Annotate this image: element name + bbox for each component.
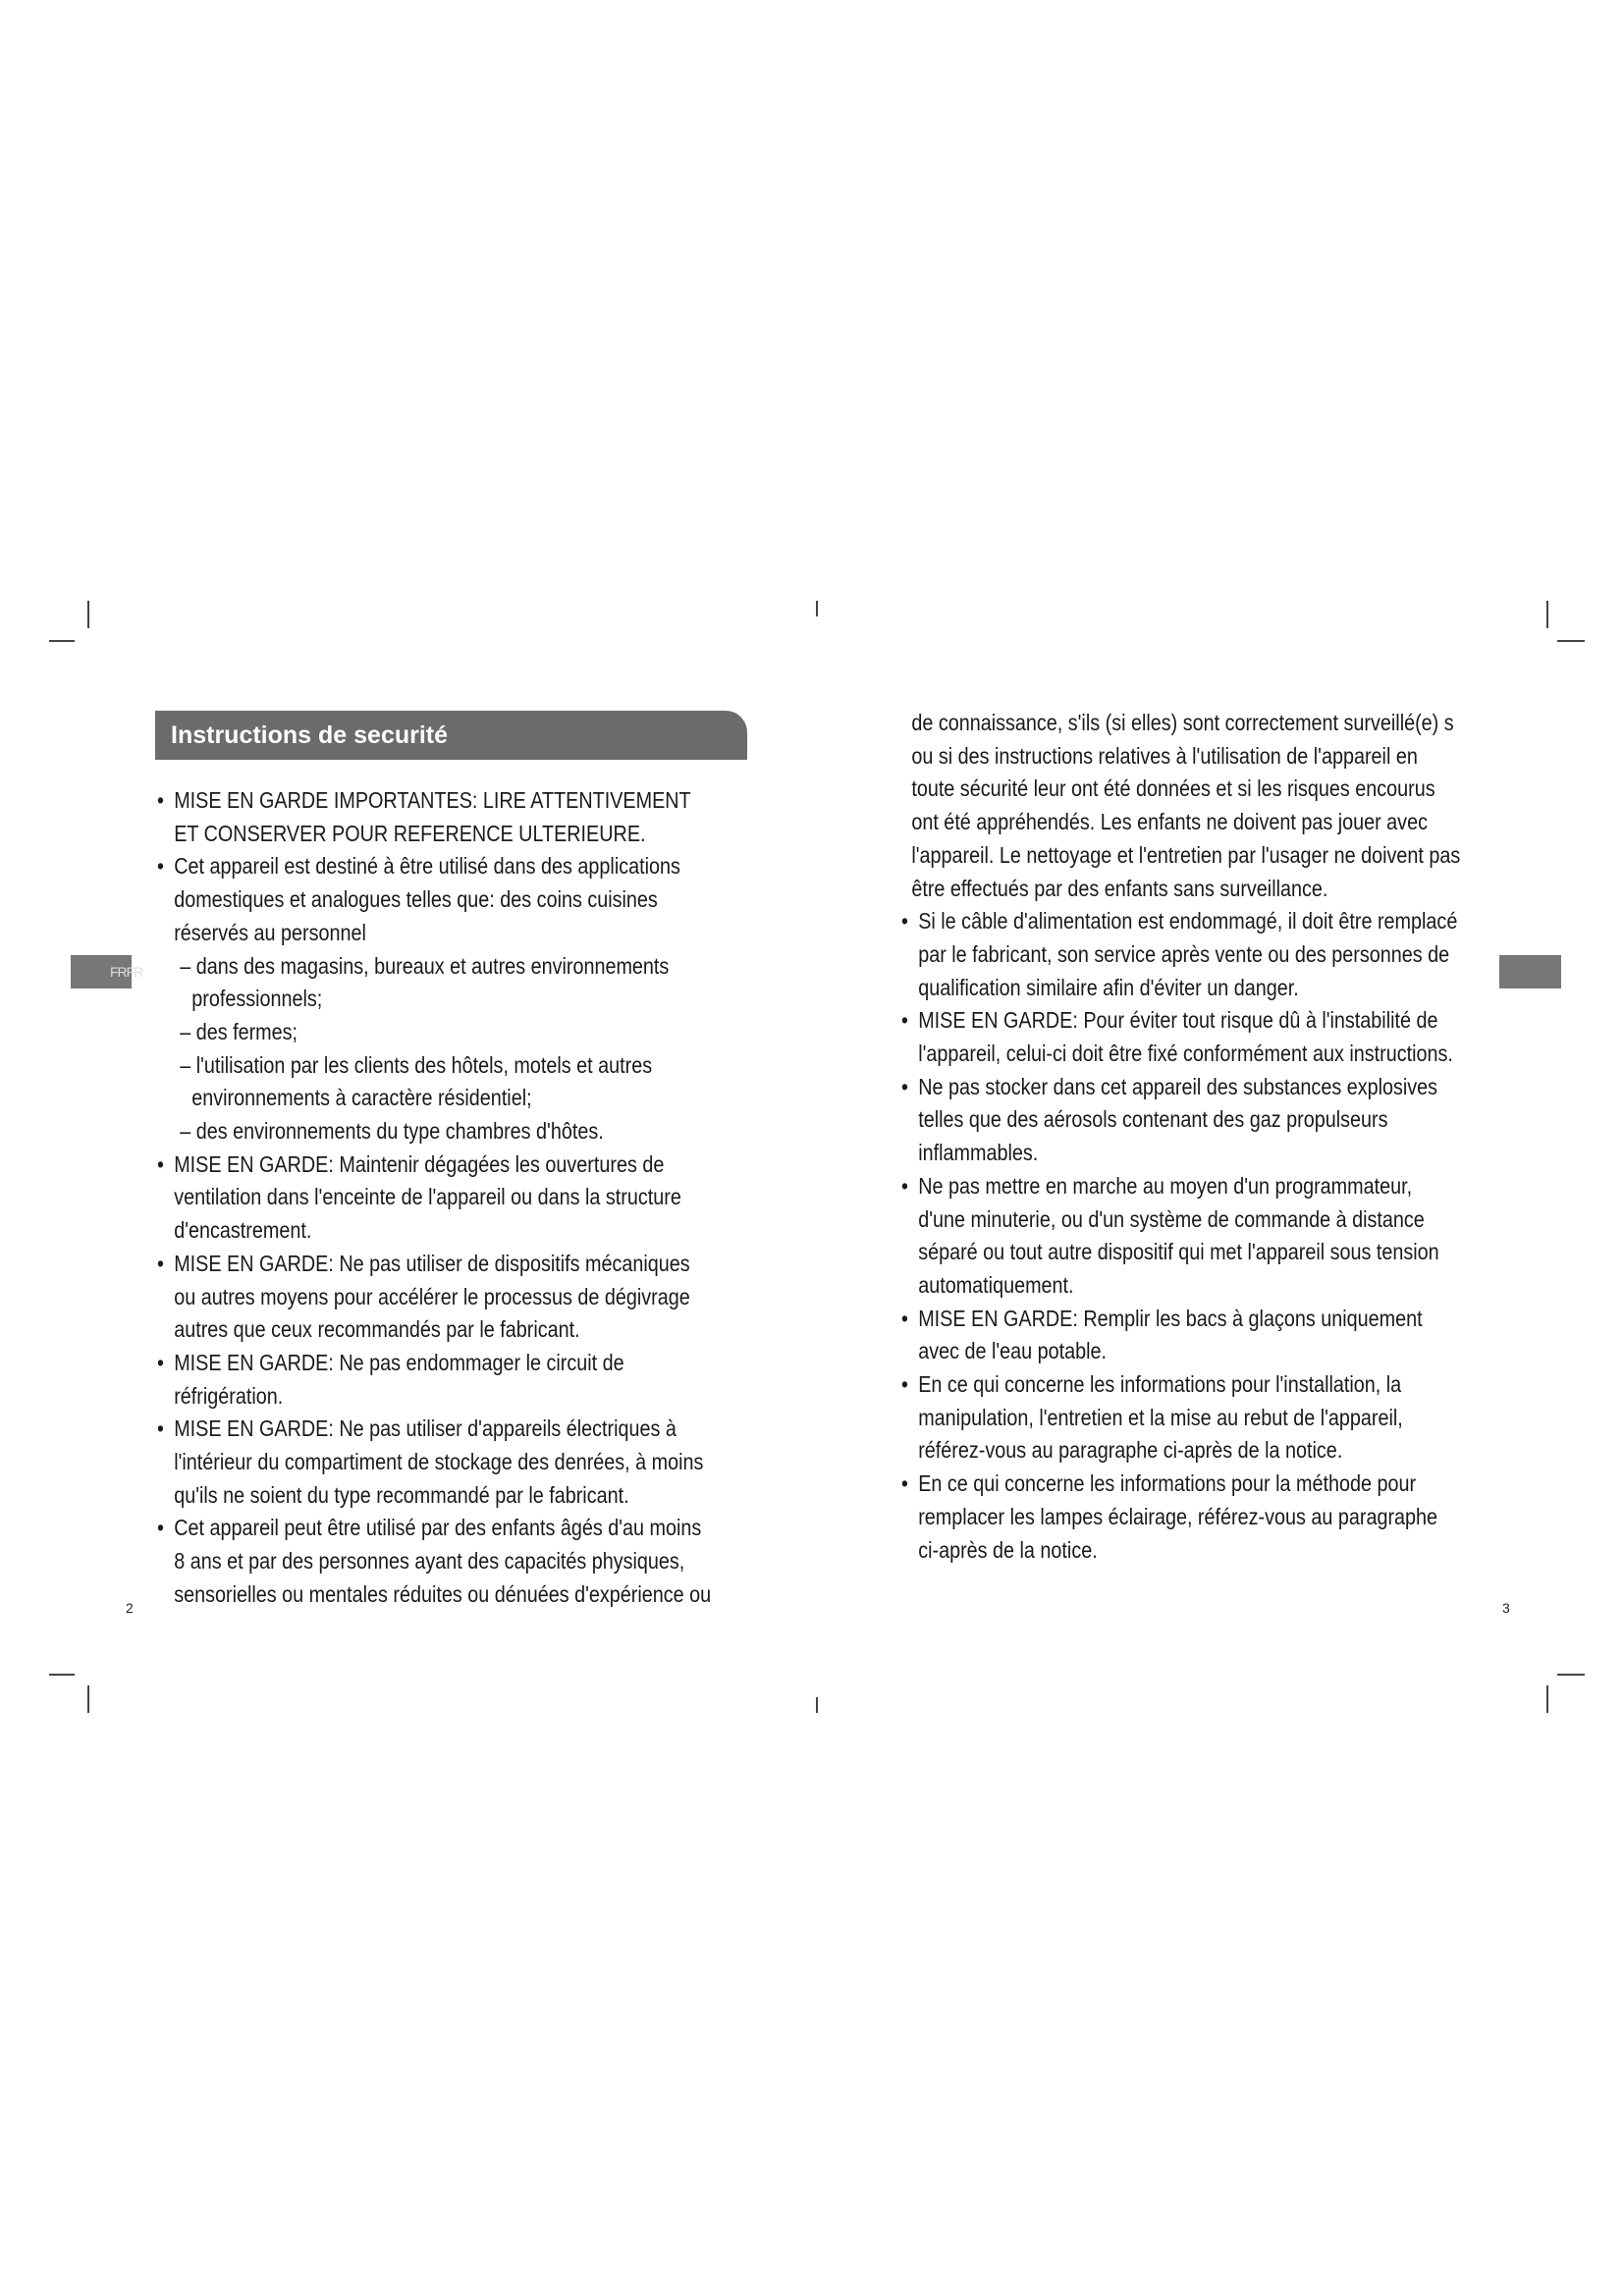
list-item	[157, 1413, 715, 1512]
sub-item: – des fermes;	[180, 1018, 298, 1044]
language-tab-label: FRFR	[110, 964, 143, 980]
list-item-text: Ne pas stocker dans cet appareil des substances explosives telles que des aérosols contenant des gaz propulseurs inflammables.	[918, 1073, 1438, 1166]
bullet: •	[901, 908, 908, 934]
list-item-text: Cet appareil est destiné à être utilisé dans des applications domestiques et analogues telles que: des coins cuisines réservés au personnel	[174, 853, 680, 945]
list-item	[157, 1512, 715, 1611]
bullet: •	[901, 1007, 908, 1034]
section-title: Instructions de securité	[155, 711, 747, 760]
list-item	[901, 1468, 1460, 1567]
list-item-text: MISE EN GARDE: Pour éviter tout risque dû à l'instabilité de l'appareil, celui-ci doit être fixé conformément aux instructions.	[918, 1007, 1453, 1067]
right-column	[901, 707, 1460, 1567]
crop-mark	[87, 1685, 89, 1713]
page-number-right: 3	[1502, 1600, 1510, 1616]
list-item	[157, 1248, 715, 1347]
list-item-text: MISE EN GARDE: Ne pas endommager le circuit de réfrigération.	[174, 1349, 624, 1409]
crop-mark	[1546, 601, 1548, 628]
bullet: •	[901, 1470, 908, 1497]
list-item-text: MISE EN GARDE: Ne pas utiliser de dispositifs mécaniques ou autres moyens pour accélérer le processus de dégivrage autres que ceux recommandés par le fabricant.	[174, 1250, 690, 1343]
list-item	[901, 905, 1460, 1004]
crop-mark	[816, 1697, 818, 1713]
list-item	[901, 1368, 1460, 1468]
bullet: •	[901, 1371, 908, 1398]
crop-mark	[87, 601, 89, 628]
continued-paragraph: de connaissance, s'ils (si elles) sont correctement surveillé(e) s ou si des instructions relatives à l'utilisation de l'appareil en toute sécurité leur ont été données et si les risques encourus ont été appréhendés. Les enfants ne doivent pas jouer avec l'appareil. Le nettoyage et l'entretien par l'usager ne doivent pas être effectués par des enfants sans surveillance.	[911, 710, 1461, 901]
crop-mark	[49, 1674, 75, 1676]
list-item-text: Si le câble d'alimentation est endommagé, il doit être remplacé par le fabricant, son service après vente ou des personnes de qualification similaire afin d'éviter un danger.	[918, 908, 1458, 1000]
left-column	[157, 784, 715, 1612]
bullet: •	[901, 1172, 908, 1199]
sub-item: – dans des magasins, bureaux et autres environnements professionnels;	[180, 952, 670, 1012]
list-item-text: En ce qui concerne les informations pour l'installation, la manipulation, l'entretien et la mise au rebut de l'appareil, référez-vous au paragraphe ci-après de la notice.	[918, 1371, 1403, 1464]
bullet: •	[157, 1515, 164, 1541]
list-item-text: En ce qui concerne les informations pour la méthode pour remplacer les lampes éclairage, référez-vous au paragraphe ci-après de la notice.	[918, 1470, 1438, 1563]
list-item	[901, 1303, 1460, 1368]
crop-mark	[1557, 1674, 1585, 1676]
crop-mark	[49, 640, 75, 642]
list-item-text: Cet appareil peut être utilisé par des enfants âgés d'au moins 8 ans et par des personnes ayant des capacités physiques, sensorielles ou mentales réduites ou dénuées d'expérience ou	[174, 1515, 712, 1607]
list-item-text: MISE EN GARDE: Maintenir dégagées les ouvertures de ventilation dans l'enceinte de l'appareil ou dans la structure d'encastrement.	[174, 1150, 681, 1244]
bullet: •	[157, 853, 164, 880]
list-item-text: Ne pas mettre en marche au moyen d'un programmateur, d'une minuterie, ou d'un système de commande à distance séparé ou tout autre dispositif qui met l'appareil sous tension automatiquement.	[918, 1172, 1439, 1298]
list-item-text: MISE EN GARDE IMPORTANTES: LIRE ATTENTIVEMENT ET CONSERVER POUR REFERENCE ULTERIEURE.	[174, 787, 691, 846]
list-item	[157, 1148, 715, 1248]
bullet: •	[157, 787, 164, 813]
list-item	[157, 784, 715, 850]
list-item	[157, 1347, 715, 1413]
bullet: •	[157, 1415, 164, 1442]
page-number-left: 2	[126, 1600, 134, 1616]
bullet: •	[157, 1150, 164, 1177]
list-item-text: MISE EN GARDE: Ne pas utiliser d'appareils électriques à l'intérieur du compartiment de stockage des denrées, à moins qu'ils ne soient du type recommandé par le fabricant.	[174, 1415, 704, 1508]
list-item	[901, 1004, 1460, 1070]
crop-mark	[816, 601, 818, 616]
crop-mark	[1557, 640, 1585, 642]
sub-item: – l'utilisation par les clients des hôtels, motels et autres environnements à caractère résidentiel;	[180, 1051, 653, 1111]
list-item-text: MISE EN GARDE: Remplir les bacs à glaçons uniquement avec de l'eau potable.	[918, 1305, 1423, 1364]
language-tab	[1499, 955, 1561, 988]
bullet: •	[157, 1349, 164, 1375]
bullet: •	[157, 1250, 164, 1276]
sub-item: – des environnements du type chambres d'hôtes.	[180, 1118, 604, 1145]
list-item	[901, 1170, 1460, 1303]
bullet: •	[901, 1073, 908, 1099]
list-item	[901, 1071, 1460, 1170]
language-tab	[71, 955, 143, 988]
list-item	[157, 850, 715, 949]
bullet: •	[901, 1305, 908, 1331]
crop-mark	[1546, 1685, 1548, 1713]
